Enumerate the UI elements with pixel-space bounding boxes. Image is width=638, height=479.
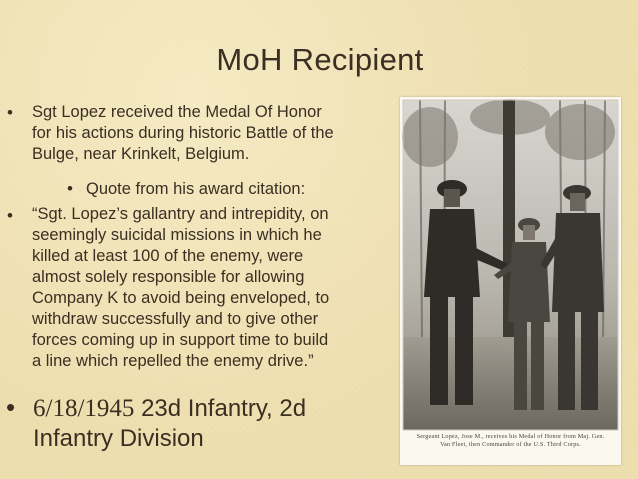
quote-line: seemingly suicidal missions in which he <box>32 226 322 244</box>
ceremony-photo <box>400 97 621 465</box>
bullet1-line2: for his actions during historic Battle of the <box>32 124 334 142</box>
bullet1-line1: Sgt Lopez received the Medal Of Honor <box>32 103 322 121</box>
quote-line: killed at least 100 of the enemy, were <box>32 247 304 265</box>
ceremony-photo-image <box>400 97 621 465</box>
bullet1-line3: Bulge, near Krinkelt, Belgium. <box>32 145 250 163</box>
quote-line: forces coming up in support time to build <box>32 331 329 349</box>
last-bullet-line2: Infantry Division <box>33 425 204 452</box>
bullet-marker: • <box>7 206 13 225</box>
award-date: 6/18/1945 <box>33 395 135 422</box>
quote-line: almost solely responsible for allowing <box>32 268 305 286</box>
photo-caption <box>404 433 617 449</box>
quote-line: “Sgt. Lopez’s gallantry and intrepidity, on <box>32 205 329 223</box>
photo-caption-line1: Sergeant Lopez, Jose M., receives his Medal of Honor from Maj. Gen. <box>416 433 605 440</box>
last-bullet-line1 <box>33 394 306 423</box>
sub-bullet-text: Quote from his award citation: <box>86 180 306 198</box>
quote-line: Company K to avoid being enveloped, to <box>32 289 330 307</box>
photo-caption-line2: Van Fleet, then Commander of the U.S. Third Corps. <box>440 441 581 448</box>
sub-bullet-marker: • <box>67 179 73 198</box>
unit-text: 23d Infantry, 2d <box>134 395 307 422</box>
bullet-marker: • <box>6 392 16 422</box>
slide-title: MoH Recipient <box>216 42 424 77</box>
quote-line: withdraw successfully and to give other <box>32 310 319 328</box>
bullet-marker: • <box>7 103 13 122</box>
quote-line: a line which repelled the enemy drive.” <box>32 352 314 370</box>
